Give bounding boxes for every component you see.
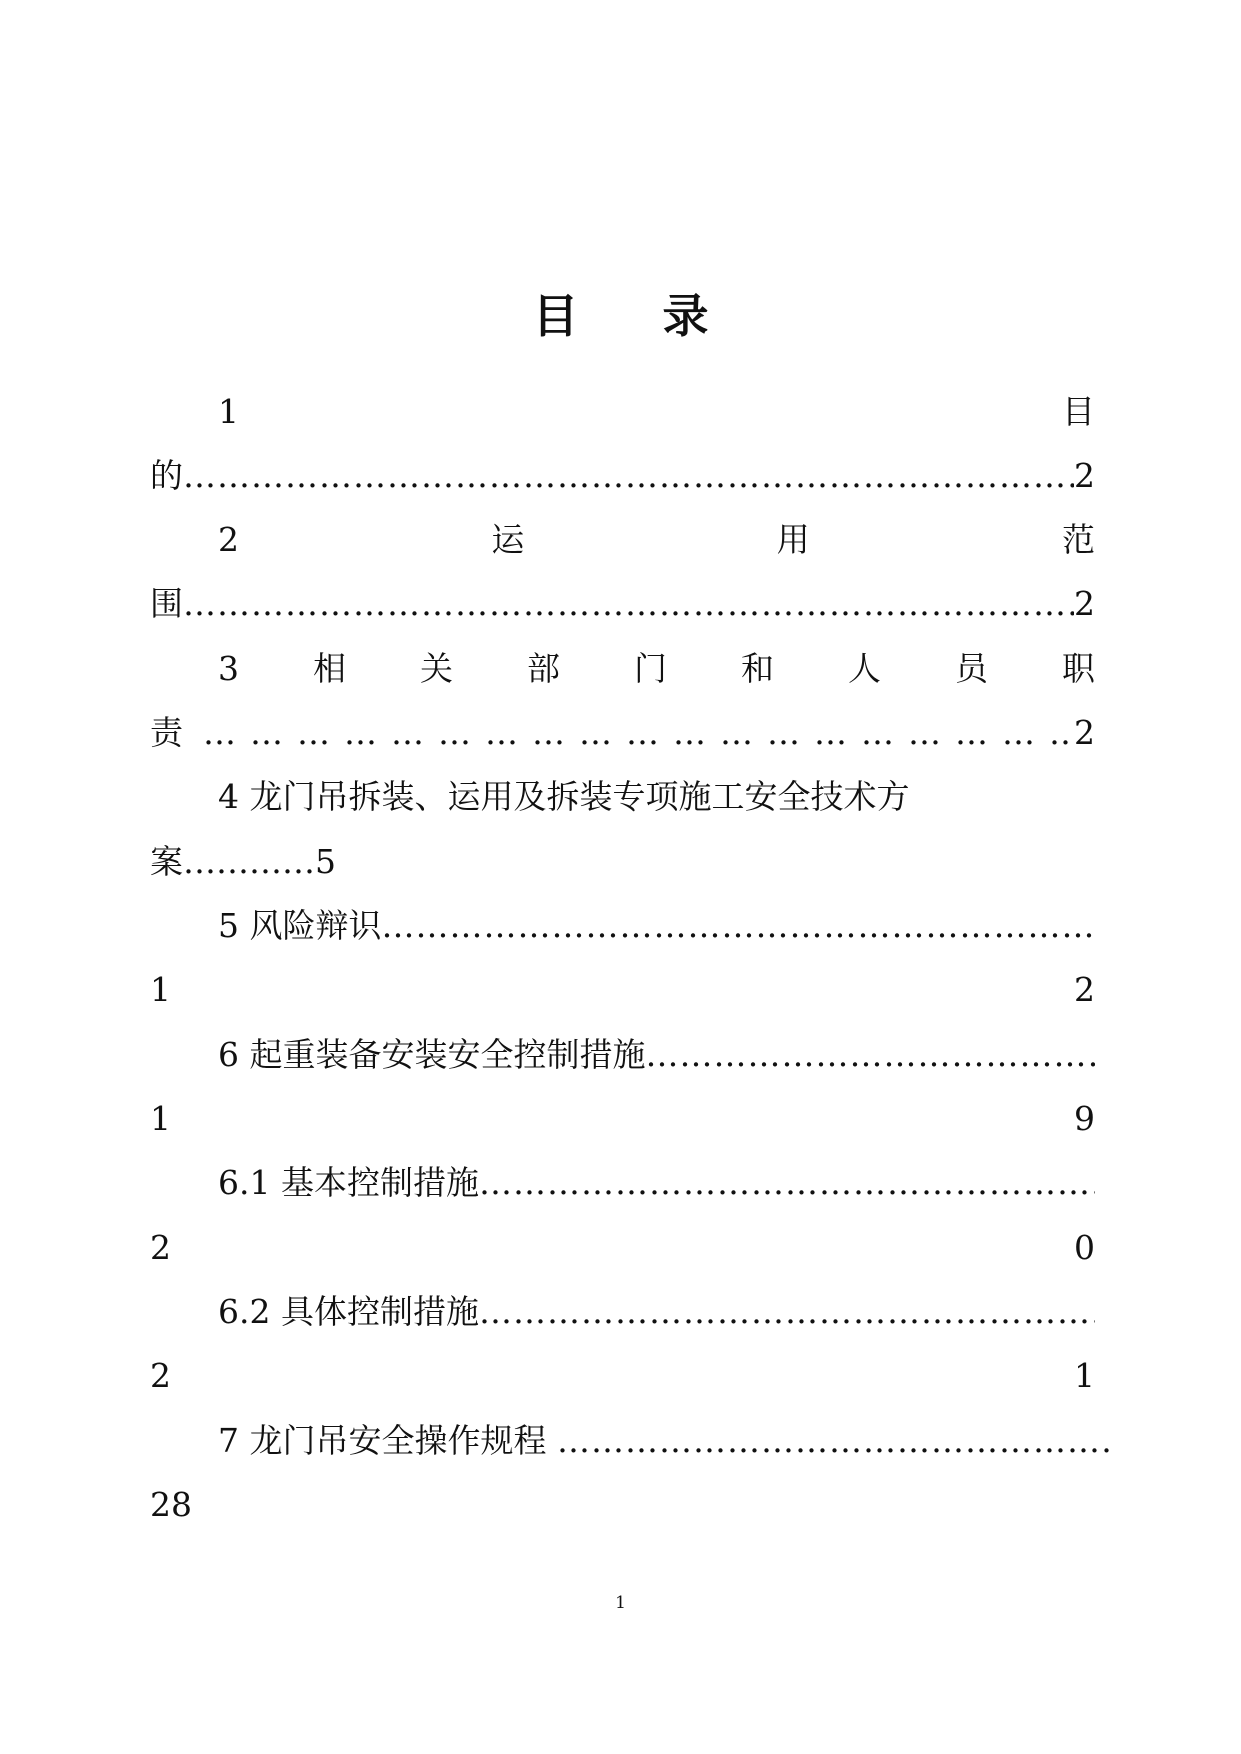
toc-entry-1-line1[interactable]: [218, 390, 1095, 434]
dot-leader: [382, 904, 1096, 948]
page-number-footer: 1: [615, 1593, 626, 1613]
toc-entry-word: 相: [313, 649, 346, 688]
dot-leader: [183, 711, 1074, 755]
toc-entry-text: 责: [150, 713, 183, 752]
toc-entry-6-1-line1[interactable]: [218, 1161, 1095, 1205]
toc-entry-text: 围: [150, 584, 183, 623]
toc-entry-6-2-line2[interactable]: [150, 1354, 1095, 1398]
toc-entry-word: 运: [491, 520, 525, 559]
toc-page-number: 2: [1074, 713, 1095, 752]
toc-entry-word: 部: [527, 649, 560, 688]
toc-entry-word: 和: [741, 649, 774, 688]
toc-entry-word: 关: [420, 649, 453, 688]
toc-entry-5-line2[interactable]: [150, 968, 1095, 1012]
toc-entry-7-line1[interactable]: [218, 1419, 1115, 1463]
dot-leader: [646, 1033, 1096, 1077]
toc-page-number: 0: [1074, 1228, 1095, 1267]
toc-entry-word: 用: [776, 520, 810, 559]
toc-entry-word: 职: [1062, 649, 1095, 688]
toc-entry-number: 3: [218, 649, 239, 688]
toc-entry-text: 目: [1062, 392, 1095, 431]
toc-entry-number: 2: [218, 520, 239, 559]
toc-entry-4-line2[interactable]: 案…………5: [150, 842, 336, 881]
toc-entry-text: 的: [150, 456, 183, 495]
toc-entry-6-1-line2[interactable]: [150, 1226, 1095, 1270]
toc-entry-text: 6 起重装备安装安全控制措施: [218, 1035, 646, 1074]
dot-leader: [557, 1419, 1115, 1463]
toc-entry-text: 6.1 基本控制措施: [218, 1163, 479, 1202]
toc-page-number: 1: [1074, 1356, 1095, 1395]
toc-entry-3-line2[interactable]: [150, 711, 1095, 755]
toc-entry-text: 7 龙门吊安全操作规程: [218, 1421, 557, 1460]
toc-page-number: 9: [1074, 1099, 1095, 1138]
toc-entry-word: 门: [634, 649, 667, 688]
toc-entry-3-line1[interactable]: [218, 647, 1095, 691]
toc-entry-text: 6.2 具体控制措施: [218, 1292, 479, 1331]
dot-leader: [183, 582, 1074, 626]
toc-entry-6-line1[interactable]: [218, 1033, 1095, 1077]
toc-entry-5-line1[interactable]: [218, 904, 1095, 948]
toc-page-number: 2: [150, 1356, 171, 1395]
toc-page-number: 2: [150, 1228, 171, 1267]
toc-page-number: 2: [1074, 456, 1095, 495]
toc-page-number: 2: [1074, 970, 1095, 1009]
toc-entry-1-line2[interactable]: [150, 454, 1095, 498]
toc-entry-word: 人: [848, 649, 881, 688]
dot-leader: [183, 454, 1074, 498]
toc-page-number: 2: [1074, 584, 1095, 623]
toc-entry-text: 5 风险辩识: [218, 906, 382, 945]
toc-entry-2-line2[interactable]: [150, 582, 1095, 626]
toc-entry-7-line2[interactable]: 28: [150, 1485, 192, 1524]
page-title: 目 录: [532, 289, 743, 343]
toc-entry-word: 范: [1061, 520, 1095, 559]
toc-entry-6-line2[interactable]: [150, 1097, 1095, 1141]
toc-page-number: 1: [150, 970, 171, 1009]
dot-leader: [479, 1290, 1095, 1334]
toc-entry-number: 1: [218, 392, 239, 431]
dot-leader: [479, 1161, 1095, 1205]
toc-page-number: 1: [150, 1099, 171, 1138]
toc-entry-6-2-line1[interactable]: [218, 1290, 1095, 1334]
toc-entry-4-line1[interactable]: 4 龙门吊拆装、运用及拆装专项施工安全技术方: [218, 777, 910, 816]
toc-entry-2-line1[interactable]: [218, 518, 1095, 562]
toc-entry-word: 员: [955, 649, 988, 688]
